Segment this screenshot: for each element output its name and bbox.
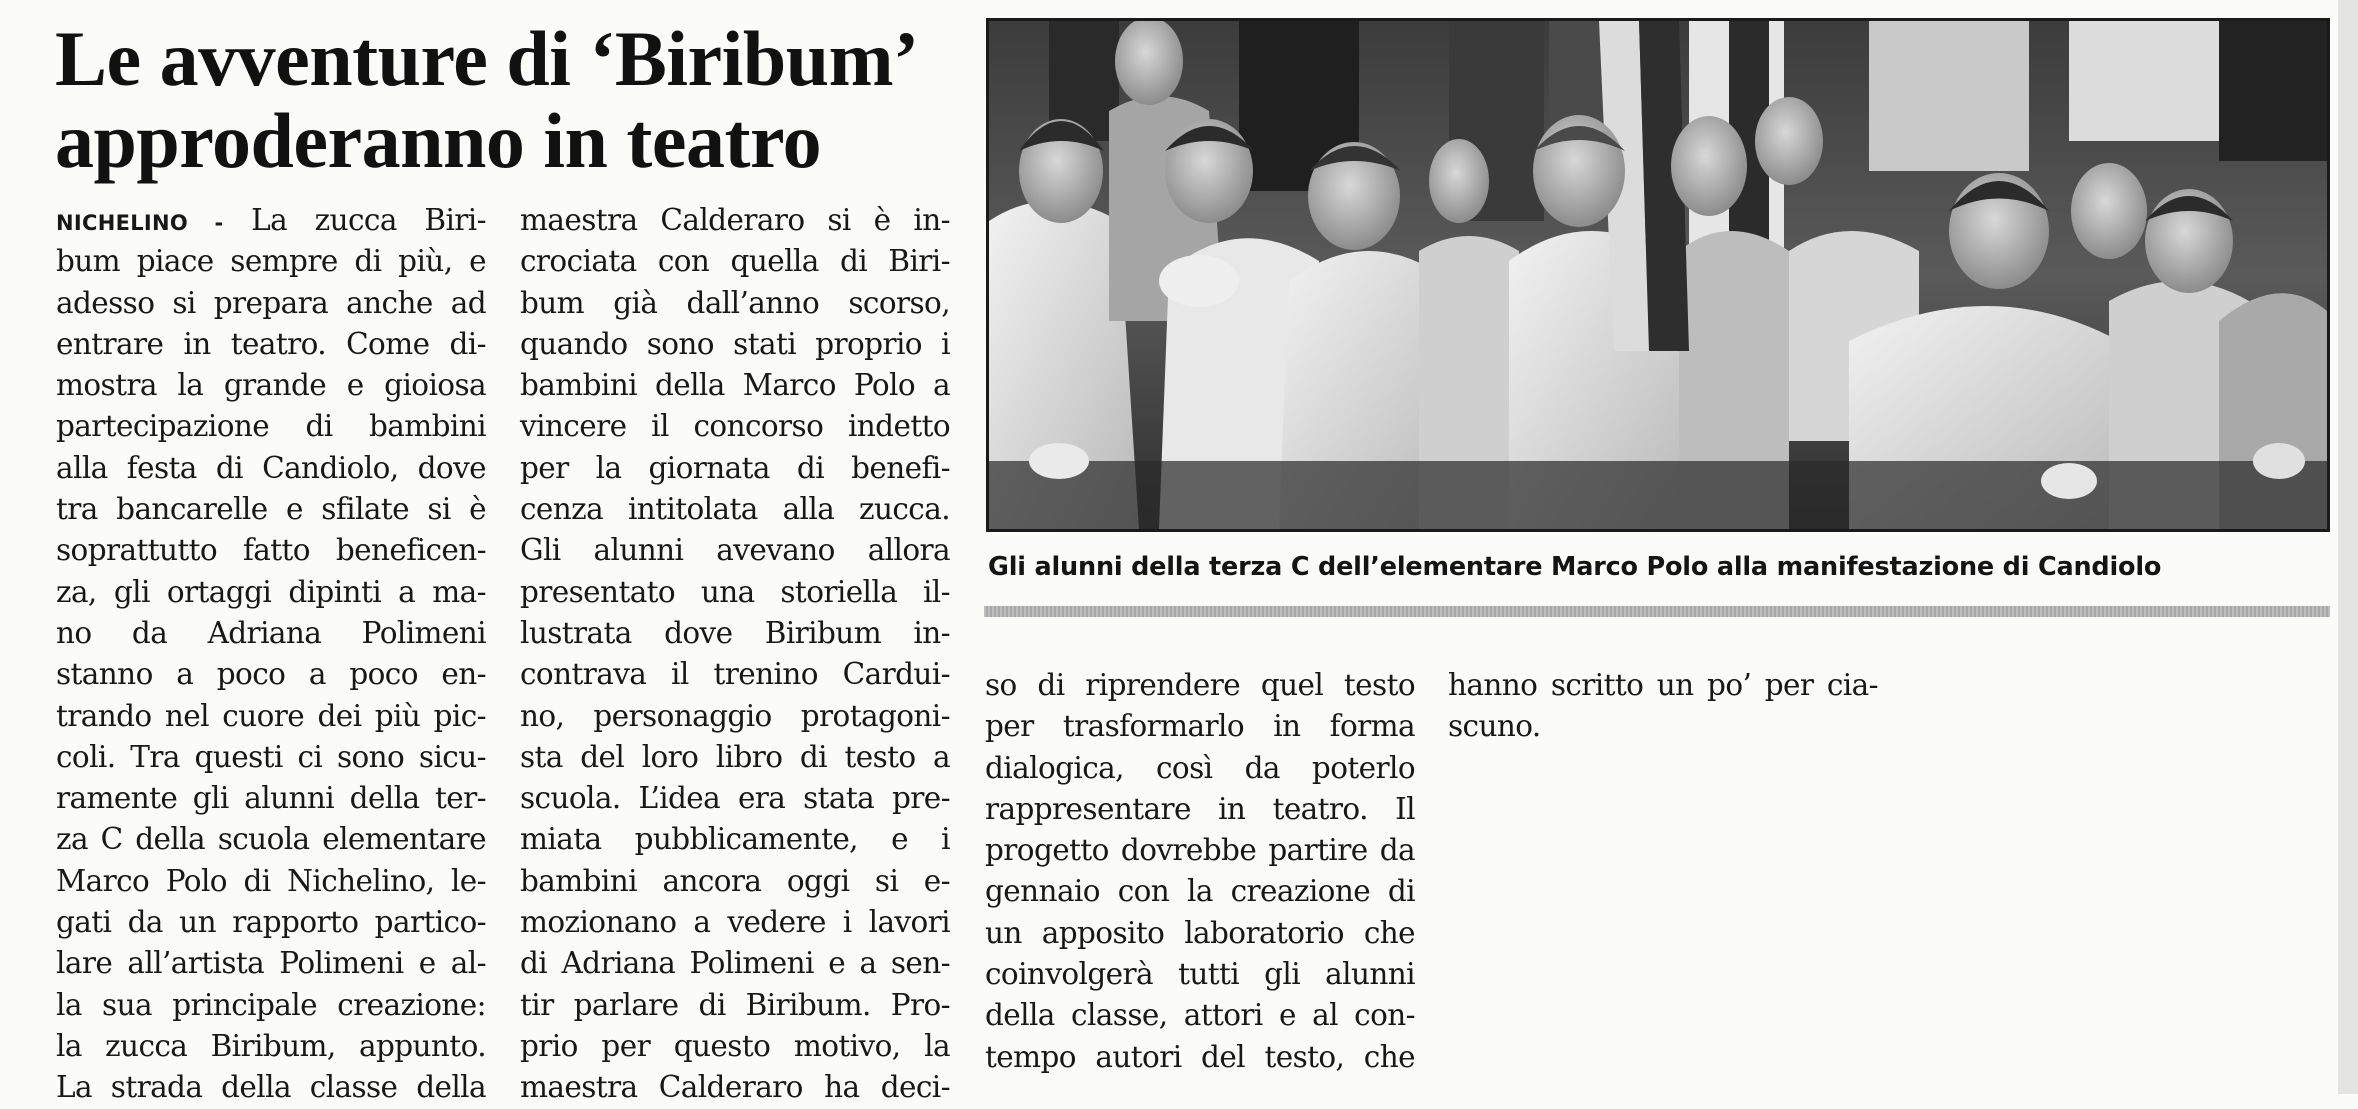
article-column-2: [520, 200, 950, 1109]
column-line: rappresentare in teatro. Il: [985, 791, 1415, 826]
column-line: cenza intitolata alla zucca.: [520, 492, 950, 527]
column-line: per la giornata di benefi-: [520, 450, 950, 485]
column-line: Gli alunni avevano allora: [520, 533, 950, 568]
column-line: stanno a poco a poco en-: [56, 657, 486, 692]
dateline: NICHELINO -: [56, 211, 224, 235]
column-line: tra bancarelle e sfilate si è: [56, 492, 486, 527]
article-column-1: [56, 200, 486, 1109]
column-line: prio per questo motivo, la: [520, 1028, 950, 1063]
column-line: bum piace sempre di più, e: [56, 244, 486, 279]
column-line: sta del loro libro di testo a: [520, 739, 950, 774]
article-column-4: [1448, 665, 1878, 748]
column-line: za, gli ortaggi dipinti a ma-: [56, 574, 486, 609]
column-line: dialogica, così da poterlo: [985, 750, 1415, 785]
column-line: scuola. L’idea era stata pre-: [520, 781, 950, 816]
column-line: so di riprendere quel testo: [985, 668, 1415, 702]
column-line: vincere il concorso indetto: [520, 409, 950, 444]
column-line: alla festa di Candiolo, dove: [56, 450, 486, 485]
column-line: lustrata dove Biribum in-: [520, 615, 950, 650]
column-line: lare all’artista Polimeni e al-: [56, 946, 486, 981]
column-line: della classe, attori e al con-: [985, 998, 1415, 1033]
column-line: scuno.: [1448, 709, 1541, 744]
column-line: no da Adriana Polimeni: [56, 615, 486, 650]
column-line: trando nel cuore dei più pic-: [56, 698, 486, 733]
column-line: no, personaggio protagoni-: [520, 698, 950, 733]
headline-line-2: approderanno in teatro: [55, 97, 822, 184]
column-line: mostra la grande e gioiosa: [56, 368, 486, 403]
column-line: per trasformarlo in forma: [985, 709, 1415, 744]
column-line: presentato una storiella il-: [520, 574, 950, 609]
column-line: bum già dall’anno scorso,: [520, 285, 950, 320]
column-line: Marco Polo di Nichelino, le-: [56, 863, 486, 898]
column-line: la sua principale creazione:: [56, 987, 486, 1022]
column-line: coinvolgerà tutti gli alunni: [985, 957, 1415, 992]
column-line: NICHELINO - La zucca Biri-: [56, 203, 487, 237]
article-headline: [55, 15, 985, 184]
column-line: gati da un rapporto partico-: [56, 905, 486, 940]
column-line: soprattutto fatto beneficen-: [56, 533, 486, 568]
column-line: maestra Calderaro ha deci-: [520, 1070, 950, 1105]
column-line: un apposito laboratorio che: [985, 915, 1415, 950]
column-line: di Adriana Polimeni e a sen-: [520, 946, 950, 981]
column-line: maestra Calderaro si è in-: [520, 203, 950, 237]
column-line: progetto dovrebbe partire da: [985, 833, 1415, 868]
column-line: tempo autori del testo, che: [985, 1039, 1415, 1074]
column-line: adesso si prepara anche ad: [56, 285, 486, 320]
column-line: crociata con quella di Biri-: [520, 244, 950, 279]
caption-rule: [984, 606, 2330, 617]
column-line: bambini della Marco Polo a: [520, 368, 950, 403]
column-line: quando sono stati proprio i: [520, 326, 950, 361]
column-line: entrare in teatro. Come di-: [56, 326, 486, 361]
news-photo: [986, 18, 2330, 532]
photo-caption: Gli alunni della terza C dell’elementare Marco Polo alla manifestazione di Candiolo: [988, 552, 2162, 582]
schoolchildren-photo-illustration: [989, 21, 2327, 529]
column-line: la zucca Biribum, appunto.: [56, 1028, 486, 1063]
headline-line-1: Le avventure di ‘Biribum’: [55, 15, 919, 102]
column-line: mozionano a vedere i lavori: [520, 905, 950, 940]
column-line: La strada della classe della: [56, 1070, 486, 1105]
column-line: partecipazione di bambini: [56, 409, 486, 444]
column-line: contrava il trenino Cardui-: [520, 657, 950, 692]
article-column-3: [985, 665, 1415, 1078]
column-line: gennaio con la creazione di: [985, 874, 1415, 909]
column-line: tir parlare di Biribum. Pro-: [520, 987, 950, 1022]
scan-edge: [2338, 0, 2358, 1094]
column-line: hanno scritto un po’ per cia-: [1448, 668, 1878, 702]
column-line: coli. Tra questi ci sono sicu-: [56, 739, 486, 774]
column-line: miata pubblicamente, e i: [520, 822, 950, 857]
column-line: za C della scuola elementare: [56, 822, 486, 857]
column-line: bambini ancora oggi si e-: [520, 863, 950, 898]
column-line: ramente gli alunni della ter-: [56, 781, 486, 816]
